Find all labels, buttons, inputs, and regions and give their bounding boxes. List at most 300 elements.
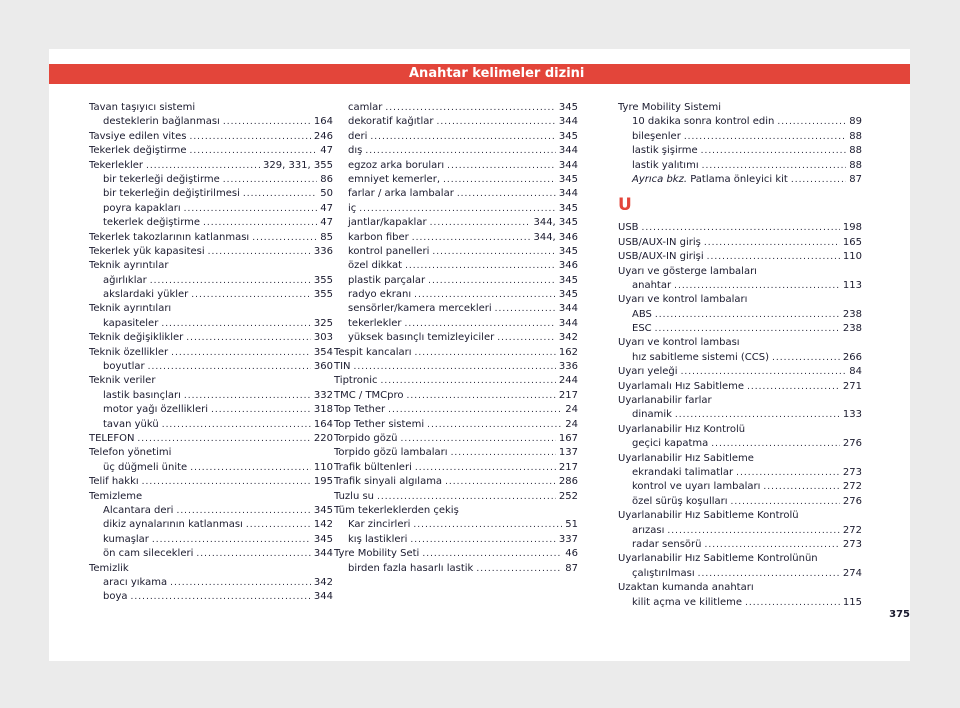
index-term: dinamik <box>632 409 672 421</box>
page-reference: 51 <box>565 519 578 531</box>
leader-dots <box>702 159 847 173</box>
index-entry <box>334 202 578 216</box>
leader-dots <box>405 317 556 331</box>
index-entry <box>89 202 333 216</box>
leader-dots <box>415 461 556 475</box>
index-entry <box>618 408 862 422</box>
index-entry <box>89 403 333 417</box>
leader-dots <box>701 144 847 158</box>
index-entry <box>618 538 862 552</box>
index-term: Uzaktan kumanda anahtarı <box>618 582 754 594</box>
page-reference: 271 <box>842 380 862 392</box>
leader-dots <box>763 480 840 494</box>
page-reference: 47 <box>320 217 333 229</box>
page-reference: 272 <box>842 524 862 536</box>
index-term: Tekerlek takozlarının katlanması <box>89 231 250 243</box>
page-reference: 332 <box>313 389 333 401</box>
index-entry <box>89 288 333 302</box>
index-term: ESC <box>632 323 652 335</box>
leader-dots <box>667 524 840 538</box>
leader-dots <box>380 374 555 388</box>
page-reference: 88 <box>849 130 862 142</box>
page-reference: 266 <box>842 351 862 363</box>
leader-dots <box>777 115 846 129</box>
leader-dots <box>400 432 555 446</box>
page-reference: 85 <box>320 231 333 243</box>
index-entry <box>334 130 578 144</box>
page-reference: 345 <box>558 173 578 185</box>
index-term: camlar <box>348 102 383 113</box>
index-entry <box>618 322 862 336</box>
index-entry <box>334 360 578 374</box>
page-reference: 272 <box>842 481 862 493</box>
page-reference: 162 <box>558 346 578 358</box>
leader-dots <box>704 538 839 552</box>
index-entry <box>334 461 578 475</box>
page-reference: 342 <box>313 576 333 588</box>
index-term: Telefon yönetimi <box>89 447 172 459</box>
index-term: bileşenler <box>632 130 681 142</box>
index-entry <box>618 380 862 394</box>
page-reference: 345 <box>558 102 578 113</box>
leader-dots <box>731 495 840 509</box>
index-term: Torpido gözü lambaları <box>334 447 448 459</box>
leader-dots <box>246 518 311 532</box>
index-entry <box>618 293 862 307</box>
index-entry <box>89 504 333 518</box>
leader-dots <box>223 115 311 129</box>
index-entry <box>89 547 333 561</box>
index-term: arızası <box>632 524 665 536</box>
index-term: kontrol panelleri <box>348 245 430 257</box>
index-section-t <box>618 101 862 187</box>
index-entry <box>618 115 862 129</box>
index-entry <box>618 437 862 451</box>
index-entry <box>89 389 333 403</box>
page-reference: 24 <box>565 404 578 416</box>
index-term: boya <box>103 591 128 603</box>
index-term: bir tekerleğin değiştirilmesi <box>103 188 240 200</box>
leader-dots <box>675 408 840 422</box>
index-entry <box>334 518 578 532</box>
leader-dots <box>772 351 840 365</box>
index-entry <box>89 374 333 388</box>
index-term: Uyarı ve kontrol lambaları <box>618 294 748 306</box>
index-term: bir tekerleği değiştirme <box>103 173 220 185</box>
leader-dots <box>223 173 317 187</box>
index-term: Temizlik <box>89 562 129 574</box>
index-entry <box>618 452 862 466</box>
index-entry <box>334 432 578 446</box>
leader-dots <box>186 331 311 345</box>
index-entry <box>334 446 578 460</box>
index-term: TELEFON <box>89 432 135 444</box>
leader-dots <box>359 202 556 216</box>
index-term: çalıştırılması <box>632 567 695 579</box>
index-term: deri <box>348 130 368 142</box>
page-reference: 110 <box>842 251 862 263</box>
page-reference: 344 <box>558 303 578 315</box>
index-term-text: Patlama önleyici kit <box>690 173 788 185</box>
page-reference: 345 <box>313 533 333 545</box>
index-term: Tüm tekerleklerden çekiş <box>334 504 459 516</box>
index-entry <box>334 533 578 547</box>
page-reference: 164 <box>313 418 333 430</box>
leader-dots <box>414 288 556 302</box>
index-term: Trafik sinyali algılama <box>334 476 443 488</box>
index-entry <box>618 552 862 566</box>
leader-dots <box>161 317 311 331</box>
index-term: farlar / arka lambalar <box>348 188 454 200</box>
index-entry <box>618 144 862 158</box>
index-entry <box>89 317 333 331</box>
leader-dots <box>698 567 840 581</box>
index-entry <box>89 302 333 316</box>
index-entry <box>618 130 862 144</box>
page-number: 375 <box>889 609 910 620</box>
index-entry <box>334 418 578 432</box>
leader-dots <box>190 461 311 475</box>
leader-dots <box>476 562 562 576</box>
page-reference: 89 <box>849 116 862 128</box>
index-term: yüksek basınçlı temizleyiciler <box>348 332 495 344</box>
index-term: Uyarlanabilir Hız Kontrolü <box>618 423 746 435</box>
index-term: Uyarlanabilir Hız Sabitleme Kontrolü <box>618 510 799 522</box>
index-entry <box>618 495 862 509</box>
index-entry <box>89 533 333 547</box>
page-reference: 344 <box>558 188 578 200</box>
leader-dots <box>443 173 556 187</box>
page-reference: 273 <box>842 466 862 478</box>
index-term: Tavan taşıyıcı sistemi <box>89 102 196 113</box>
leader-dots <box>146 159 260 173</box>
index-term: TIN <box>334 361 351 373</box>
index-entry <box>334 403 578 417</box>
index-entry <box>334 288 578 302</box>
leader-dots <box>736 466 840 480</box>
leader-dots <box>131 590 311 604</box>
index-entry <box>89 187 333 201</box>
page-reference: 354 <box>313 346 333 358</box>
index-entry <box>334 302 578 316</box>
leader-dots <box>203 216 317 230</box>
index-entry <box>618 351 862 365</box>
leader-dots <box>497 331 556 345</box>
index-entry <box>89 418 333 432</box>
index-entry <box>618 279 862 293</box>
leader-dots <box>405 259 556 273</box>
index-term <box>632 173 788 187</box>
index-term: iç <box>348 202 357 214</box>
index-term: ön cam silecekleri <box>103 548 194 560</box>
index-term: USB/AUX-IN girişi <box>618 251 704 263</box>
index-term: dış <box>348 145 363 157</box>
index-term: Teknik değişiklikler <box>89 332 184 344</box>
index-entry <box>89 490 333 504</box>
index-term: Kar zincirleri <box>348 519 411 531</box>
page-reference: 345 <box>558 289 578 301</box>
leader-dots <box>148 360 311 374</box>
index-entry <box>618 173 862 187</box>
index-term: egzoz arka boruları <box>348 159 445 171</box>
page-reference: 244 <box>558 375 578 387</box>
leader-dots <box>190 144 318 158</box>
leader-dots <box>189 130 310 144</box>
page-reference: 325 <box>313 317 333 329</box>
leader-dots <box>445 475 556 489</box>
leader-dots <box>745 596 840 610</box>
leader-dots <box>184 389 311 403</box>
index-term: Tyre Mobility Sistemi <box>618 102 722 113</box>
leader-dots <box>430 216 531 230</box>
index-term: dikiz aynalarının katlanması <box>103 519 243 531</box>
index-term: radar sensörü <box>632 538 702 550</box>
index-term: Uyarlanabilir Hız Sabitleme Kontrolünün <box>618 553 818 565</box>
leader-dots <box>171 346 311 360</box>
index-entry <box>89 432 333 446</box>
index-entry <box>334 389 578 403</box>
page-reference: 238 <box>842 323 862 335</box>
leader-dots <box>437 115 556 129</box>
index-entry <box>334 317 578 331</box>
index-entry <box>89 360 333 374</box>
index-term: geçici kapatma <box>632 438 709 450</box>
page-reference: 86 <box>320 173 333 185</box>
leader-dots <box>674 279 840 293</box>
page-reference: 336 <box>313 245 333 257</box>
page-reference: 217 <box>558 389 578 401</box>
leader-dots <box>388 403 562 417</box>
index-term: kontrol ve uyarı lambaları <box>632 481 761 493</box>
leader-dots <box>377 490 556 504</box>
index-term: tekerlek değiştirme <box>103 217 201 229</box>
index-entry <box>334 115 578 129</box>
page-title: Anahtar kelimeler dizini <box>409 66 585 81</box>
leader-dots <box>150 274 311 288</box>
index-entry <box>334 173 578 187</box>
index-term: anahtar <box>632 279 672 291</box>
page-reference: 47 <box>320 202 333 214</box>
leader-dots <box>747 380 840 394</box>
index-term: Uyarı ve gösterge lambaları <box>618 265 757 277</box>
index-entry <box>618 524 862 538</box>
leader-dots <box>415 346 556 360</box>
index-column-1 <box>89 101 333 605</box>
index-term: Uyarlanabilir farlar <box>618 395 712 407</box>
index-entry <box>334 331 578 345</box>
page-reference: 46 <box>565 548 578 560</box>
index-section-u <box>618 221 862 610</box>
leader-dots <box>457 187 556 201</box>
index-term: USB <box>618 222 639 234</box>
leader-dots <box>354 360 556 374</box>
index-entry <box>334 245 578 259</box>
page-reference: 345 <box>558 245 578 257</box>
index-term: Tekerlek yük kapasitesi <box>89 245 205 257</box>
page-reference: 195 <box>313 476 333 488</box>
page-reference: 137 <box>558 447 578 459</box>
leader-dots <box>684 130 846 144</box>
index-entry <box>89 115 333 129</box>
index-entry <box>618 236 862 250</box>
index-term: lastik basınçları <box>103 389 181 401</box>
index-entry <box>618 394 862 408</box>
page-reference: 276 <box>842 438 862 450</box>
page-reference: 238 <box>842 308 862 320</box>
index-entry <box>89 274 333 288</box>
index-term: Top Tether sistemi <box>334 418 425 430</box>
leader-dots <box>211 403 311 417</box>
page-reference: 165 <box>842 236 862 248</box>
index-entry <box>334 547 578 561</box>
page-reference: 115 <box>842 596 862 608</box>
page-reference: 344 <box>558 116 578 128</box>
index-term: özel dikkat <box>348 260 403 272</box>
header-bar <box>49 64 910 84</box>
page-reference: 345 <box>558 274 578 286</box>
leader-dots <box>208 245 311 259</box>
index-entry <box>89 461 333 475</box>
index-entry <box>618 480 862 494</box>
index-entry <box>89 259 333 273</box>
leader-dots <box>196 547 311 561</box>
index-term: karbon fiber <box>348 231 409 243</box>
leader-dots <box>170 576 311 590</box>
leader-dots <box>447 159 556 173</box>
index-entry <box>618 308 862 322</box>
index-entry <box>334 101 578 115</box>
index-term: Teknik veriler <box>89 375 156 387</box>
leader-dots <box>142 475 311 489</box>
index-entry <box>89 101 333 115</box>
index-term: Uyarı ve kontrol lambası <box>618 337 740 349</box>
index-term: aracı yıkama <box>103 576 168 588</box>
page-reference: 133 <box>842 409 862 421</box>
index-entry <box>89 173 333 187</box>
leader-dots <box>412 231 531 245</box>
index-entry <box>334 216 578 230</box>
index-term: Temizleme <box>89 490 143 502</box>
index-term: jantlar/kapaklar <box>348 217 427 229</box>
index-entry <box>89 216 333 230</box>
index-term: boyutlar <box>103 361 145 373</box>
leader-dots <box>184 202 318 216</box>
index-entry <box>618 423 862 437</box>
page-reference: 142 <box>313 519 333 531</box>
leader-dots <box>137 432 310 446</box>
page-reference: 110 <box>313 461 333 473</box>
page-reference: 273 <box>842 538 862 550</box>
page-reference: 113 <box>842 279 862 291</box>
index-entry <box>89 562 333 576</box>
leader-dots <box>365 144 556 158</box>
index-entry <box>334 187 578 201</box>
page-reference: 252 <box>558 490 578 502</box>
index-term: kapasiteler <box>103 317 159 329</box>
leader-dots <box>432 245 556 259</box>
index-column-3 <box>618 101 862 610</box>
index-entry <box>89 130 333 144</box>
index-entry <box>89 245 333 259</box>
page-reference: 303 <box>313 332 333 344</box>
page-reference: 342 <box>558 332 578 344</box>
index-entry <box>618 466 862 480</box>
page-reference: 50 <box>320 188 333 200</box>
index-term: Tekerlekler <box>89 159 144 171</box>
index-entry <box>89 590 333 604</box>
index-term: ağırlıklar <box>103 274 147 286</box>
index-term: Tespit kancaları <box>334 346 412 358</box>
index-term: ABS <box>632 308 652 320</box>
index-entry <box>334 346 578 360</box>
page-reference: 318 <box>313 404 333 416</box>
leader-dots <box>711 437 840 451</box>
leader-dots <box>791 173 846 187</box>
index-term: Teknik ayrıntıları <box>89 303 172 315</box>
index-entry <box>89 576 333 590</box>
page-reference: 220 <box>313 432 333 444</box>
index-term: Torpido gözü <box>334 432 398 444</box>
index-term: Tiptronic <box>334 375 378 387</box>
index-term: kumaşlar <box>103 533 149 545</box>
index-column-2 <box>334 101 578 576</box>
leader-dots <box>655 308 840 322</box>
index-entry <box>89 231 333 245</box>
page-reference: 344, 345 <box>533 217 578 229</box>
leader-dots <box>422 547 562 561</box>
index-entry <box>89 518 333 532</box>
index-entry <box>618 159 862 173</box>
index-term: ekrandaki talimatlar <box>632 466 734 478</box>
page-reference: 246 <box>313 130 333 142</box>
index-term: özel sürüş koşulları <box>632 495 728 507</box>
page-reference: 286 <box>558 476 578 488</box>
page-reference: 217 <box>558 461 578 473</box>
index-term: lastik şişirme <box>632 145 698 157</box>
index-page <box>49 49 910 661</box>
page-reference: 84 <box>849 366 862 378</box>
page-reference: 336 <box>558 361 578 373</box>
leader-dots <box>655 322 840 336</box>
leader-dots <box>428 274 556 288</box>
leader-dots <box>681 365 847 379</box>
index-entry <box>89 446 333 460</box>
leader-dots <box>427 418 562 432</box>
leader-dots <box>176 504 310 518</box>
index-entry <box>618 596 862 610</box>
index-entry <box>89 159 333 173</box>
page-reference: 87 <box>565 562 578 574</box>
index-term: radyo ekranı <box>348 289 412 301</box>
leader-dots <box>410 533 556 547</box>
page-reference: 164 <box>313 116 333 128</box>
index-term: Uyarlamalı Hız Sabitleme <box>618 380 745 392</box>
index-term: USB/AUX-IN giriş <box>618 236 701 248</box>
page-reference: 360 <box>313 361 333 373</box>
page-reference: 274 <box>842 567 862 579</box>
leader-dots <box>243 187 317 201</box>
index-term: Trafik bültenleri <box>334 461 412 473</box>
index-entry <box>618 365 862 379</box>
index-term: Top Tether <box>334 404 386 416</box>
index-term: tekerlekler <box>348 317 402 329</box>
index-entry <box>334 562 578 576</box>
page-reference: 344 <box>313 591 333 603</box>
page-reference: 344 <box>558 145 578 157</box>
index-term: sensörler/kamera mercekleri <box>348 303 492 315</box>
index-entry <box>618 101 862 115</box>
index-term: Tyre Mobility Seti <box>334 548 420 560</box>
